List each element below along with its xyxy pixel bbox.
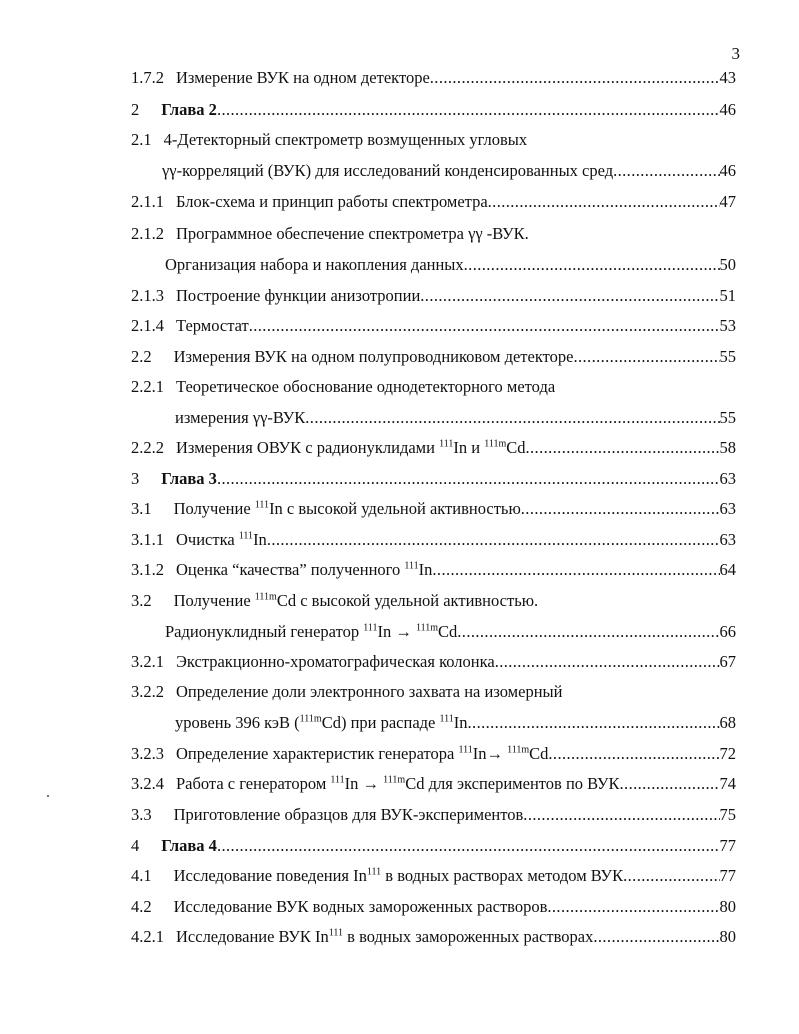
toc-number: 2.2.2 — [131, 438, 164, 457]
toc-page: 55 — [719, 347, 736, 366]
toc-entry-continuation — [162, 159, 736, 181]
toc-title: Исследование ВУК водных замороженных растворов — [173, 897, 548, 916]
toc-entry — [131, 589, 736, 611]
toc-entry — [131, 864, 736, 886]
toc-entry-continuation — [175, 711, 736, 733]
toc-title: γγ-корреляций (ВУК) для исследований конденсированных сред — [162, 161, 614, 180]
toc-leader — [495, 652, 720, 672]
toc-entry — [131, 375, 736, 397]
toc-entry — [131, 497, 736, 519]
toc-page: 51 — [719, 286, 736, 305]
toc-title: измерения γγ-ВУК — [175, 408, 306, 427]
toc-number: 4.2 — [131, 897, 152, 916]
toc-number: 3.1.1 — [131, 530, 164, 549]
toc-page: 74 — [719, 774, 736, 793]
toc-leader — [457, 622, 719, 642]
toc-entry — [131, 436, 736, 458]
toc-entry-continuation — [175, 406, 736, 428]
toc-leader — [620, 774, 720, 794]
toc-number: 4.1 — [131, 866, 152, 885]
toc-entry — [131, 895, 736, 917]
toc-title: уровень 396 кэВ ($^{111m}$Cd) при распаде $^{111}$In — [175, 713, 468, 732]
toc-title: Организация набора и накопления данных — [165, 255, 464, 274]
toc-page: 43 — [719, 68, 736, 87]
toc-leader — [593, 927, 719, 947]
toc-entry — [131, 528, 736, 550]
toc-title: Измерения ВУК на одном полупроводниковом детекторе — [173, 347, 574, 366]
toc-number: 1.7.2 — [131, 68, 164, 87]
toc-page: 75 — [719, 805, 736, 824]
toc-number: 3.2.1 — [131, 652, 164, 671]
page-number: 3 — [731, 44, 740, 63]
toc-title: Блок-схема и принцип работы спектрометра — [176, 192, 488, 211]
toc-page: 80 — [719, 927, 736, 946]
toc-number: 2.2.1 — [131, 377, 164, 396]
toc-page: 63 — [719, 469, 736, 488]
toc-number: 2.1.4 — [131, 316, 164, 335]
toc-number: 3.2.4 — [131, 774, 164, 793]
toc-title: Теоретическое обоснование однодетекторного метода — [176, 377, 556, 396]
toc-entry — [131, 680, 736, 702]
toc-title: Измерение ВУК на одном детекторе — [176, 68, 430, 87]
toc-page: 50 — [719, 255, 736, 274]
toc-number: 3 — [131, 469, 140, 488]
toc-leader — [464, 255, 720, 275]
toc-number: 2.1.1 — [131, 192, 164, 211]
toc-page: 80 — [719, 897, 736, 916]
toc-title: Глава 4 — [161, 836, 217, 855]
toc-page: 63 — [719, 530, 736, 549]
toc-entry — [131, 66, 736, 88]
toc-number: 3.1.2 — [131, 560, 164, 579]
toc-leader — [521, 499, 720, 519]
toc-page: 47 — [719, 192, 736, 211]
toc-leader — [526, 438, 720, 458]
toc-entry — [131, 803, 736, 825]
toc-leader — [573, 347, 719, 367]
toc-number: 2.2 — [131, 347, 152, 366]
toc-page: 77 — [719, 836, 736, 855]
toc-page: 46 — [719, 100, 736, 119]
toc-page: 46 — [719, 161, 736, 180]
toc-number: 4.2.1 — [131, 927, 164, 946]
toc-number: 4 — [131, 836, 140, 855]
toc-number: 2.1.2 — [131, 224, 164, 243]
toc-leader — [623, 866, 719, 886]
toc-title: 4-Детекторный спектрометр возмущенных угловых — [163, 130, 528, 149]
toc-number: 3.1 — [131, 499, 152, 518]
toc-leader — [432, 560, 719, 580]
toc-page: 66 — [719, 622, 736, 641]
toc-title: Исследование ВУК In$^{111}$ в водных замороженных растворах — [176, 927, 594, 946]
toc-page: 77 — [719, 866, 736, 885]
toc-entry — [131, 314, 736, 336]
toc-page: 67 — [719, 652, 736, 671]
toc-title: Построение функции анизотропии — [176, 286, 421, 305]
toc-entry-chapter — [131, 98, 736, 120]
toc-leader — [267, 530, 720, 550]
toc-number: 3.3 — [131, 805, 152, 824]
toc-title: Программное обеспечение спектрометра γγ -ВУК. — [176, 224, 529, 243]
toc-entry — [131, 742, 736, 764]
toc-title: Измерения ОВУК с радионуклидами $^{111}$In и $^{111m}$Cd — [176, 438, 526, 457]
toc-number: 3.2.2 — [131, 682, 164, 701]
toc-number: 2.1.3 — [131, 286, 164, 305]
toc-title: Приготовление образцов для ВУК-экспериментов — [173, 805, 524, 824]
toc-leader — [468, 713, 720, 733]
toc-entry — [131, 284, 736, 306]
toc-title: Глава 2 — [161, 100, 217, 119]
toc-entry-chapter — [131, 467, 736, 489]
toc-title: Оценка “качества” полученного $^{111}$In — [176, 560, 433, 579]
toc-page: 55 — [719, 408, 736, 427]
toc-leader — [430, 68, 720, 88]
toc-title: Очистка $^{111}$In — [176, 530, 267, 549]
toc-title: Получение $^{111m}$Cd с высокой удельной активностью. — [173, 591, 539, 610]
toc-leader — [249, 316, 720, 336]
toc-number: 3.2.3 — [131, 744, 164, 763]
toc-title: Исследование поведения In$^{111}$ в водных растворах методом ВУК — [173, 866, 624, 885]
toc-page: 53 — [719, 316, 736, 335]
toc-leader — [547, 897, 719, 917]
toc-entry — [131, 650, 736, 672]
toc-number: 2.1 — [131, 130, 152, 149]
toc-page: 64 — [719, 560, 736, 579]
toc-leader — [217, 836, 720, 856]
toc-title: Определение доли электронного захвата на изомерный — [176, 682, 563, 701]
toc-number: 2 — [131, 100, 140, 119]
toc-title: Определение характеристик генератора $^{111}$In→ $^{111m}$Cd — [176, 744, 549, 763]
toc-leader — [613, 161, 719, 181]
toc-entry — [131, 558, 736, 580]
scan-speck — [47, 795, 49, 797]
toc-entry-continuation — [165, 253, 736, 275]
toc-leader — [523, 805, 719, 825]
toc-entry-chapter — [131, 834, 736, 856]
toc-page: 72 — [719, 744, 736, 763]
toc-entry — [131, 128, 736, 150]
toc-number: 3.2 — [131, 591, 152, 610]
toc-entry — [131, 345, 736, 367]
toc-title: Работа с генератором $^{111}$In → $^{111m}$Cd для экспериментов по ВУК — [176, 774, 620, 793]
toc-leader — [217, 469, 720, 489]
toc-entry — [131, 222, 736, 244]
toc-page: 58 — [719, 438, 736, 457]
toc-leader — [420, 286, 719, 306]
toc-page: 63 — [719, 499, 736, 518]
toc-entry — [131, 925, 736, 947]
toc-entry — [131, 190, 736, 212]
toc-leader — [548, 744, 719, 764]
toc-leader — [488, 192, 720, 212]
toc-entry-continuation — [165, 620, 736, 642]
toc-title: Радионуклидный генератор $^{111}$In → $^{111m}$Cd — [165, 622, 458, 641]
toc-entry — [131, 772, 736, 794]
toc-title: Экстракционно-хроматографическая колонка — [176, 652, 495, 671]
toc-leader — [305, 408, 719, 428]
toc-leader — [217, 100, 720, 120]
toc-title: Глава 3 — [161, 469, 217, 488]
toc-title: Получение $^{111}$In с высокой удельной активностью — [173, 499, 521, 518]
toc-page: 68 — [719, 713, 736, 732]
toc-title: Термостат — [176, 316, 249, 335]
